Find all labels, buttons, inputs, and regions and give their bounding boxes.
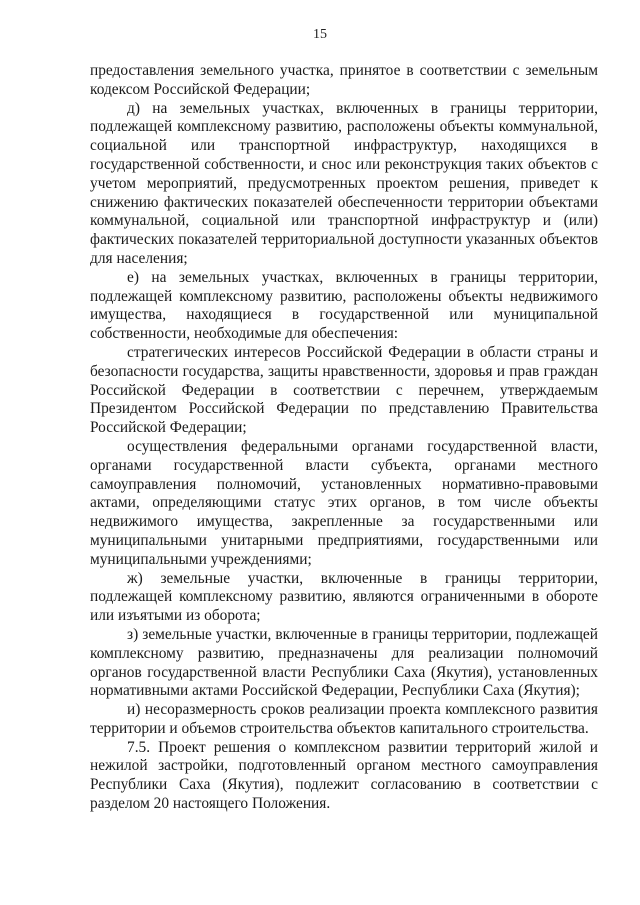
paragraph-6: ж) земельные участки, включенные в границы территории, подлежащей комплексному развитию, являются ограниченными в обороте или изъятыми из оборота; [90, 569, 598, 625]
paragraph-3: е) на земельных участках, включенных в границы территории, подлежащей комплексному развитию, расположены объекты недвижимого имущества, находящиеся в государственной или муниципальной собственности, необходимые для обеспечения: [90, 268, 598, 343]
page-number: 15 [313, 27, 327, 42]
document-body [90, 62, 598, 814]
paragraph-8: и) несоразмерность сроков реализации проекта комплексного развития территории и объемов строительства объектов капитального строительства. [90, 701, 598, 737]
paragraph-4: стратегических интересов Российской Федерации в области страны и безопасности государства, защиты нравственности, здоровья и прав граждан Российской Федерации в соответствии с перечнем, утверждаемым Президентом Российской Федерации по представлению Правительства Российской Федерации; [90, 343, 598, 437]
paragraph-7: з) земельные участки, включенные в границы территории, подлежащей комплексному развитию, предназначены для реализации полномочий органов государственной власти Республики Саха (Якутия), установленных нормативными актами Российской Федерации, Республики Саха (Якутия); [90, 625, 598, 700]
paragraph-5: осуществления федеральными органами государственной власти, органами государственной власти субъекта, органами местного самоуправления полномочий, установленных нормативно-правовыми актами, определяющими статус этих органов, в том числе объекты недвижимого имущества, закрепленные за государственными или муниципальными унитарными предприятиями, государственными или муниципальными учреждениями; [90, 437, 598, 568]
paragraph-9: 7.5. Проект решения о комплексном развитии территорий жилой и нежилой застройки, подготовленный органом местного самоуправления Республики Саха (Якутия), подлежит согласованию в соответствии с разделом 20 настоящего Положения. [90, 738, 598, 813]
paragraph-1: предоставления земельного участка, принятое в соответствии с земельным кодексом Российской Федерации; [90, 62, 598, 98]
paragraph-2: д) на земельных участках, включенных в границы территории, подлежащей комплексному развитию, расположены объекты коммунальной, социальной или транспортной инфраструктур, находящихся в государственной собственности, и снос или реконструкция таких объектов с учетом мероприятий, предусмотренных проектом решения, приведет к снижению фактических показателей обеспеченности территории объектами коммунальной, социальной или транспортной инфраструктур и (или) фактических показателей территориальной доступности указанных объектов для населения; [90, 99, 598, 267]
